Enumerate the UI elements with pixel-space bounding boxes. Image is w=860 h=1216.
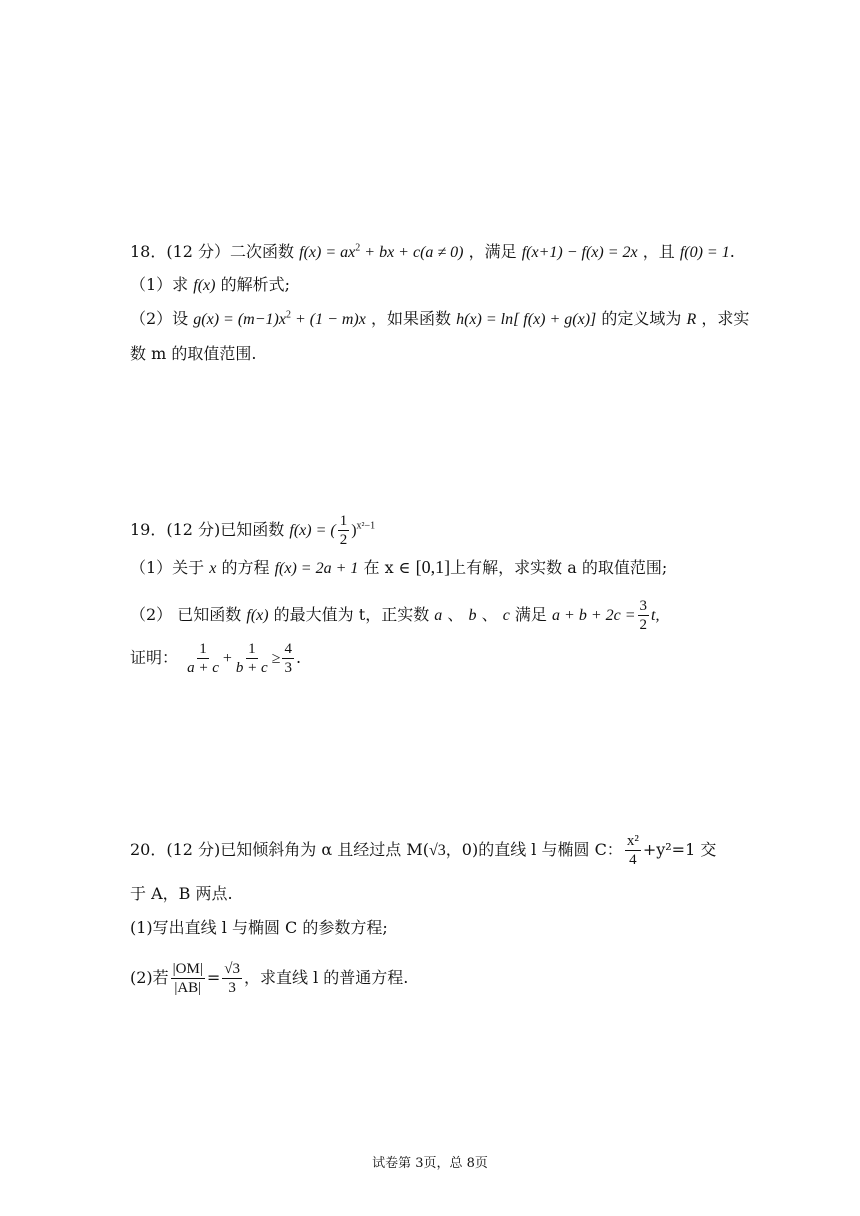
text: ，满足 [468, 242, 517, 261]
formula-fx: f(x) [246, 607, 269, 624]
text: （2） 已知函数 [130, 605, 242, 624]
numerator: √3 [224, 961, 240, 977]
var-a: a [434, 607, 443, 624]
problem-19-title: 19．(12 分)已知函数 [130, 520, 285, 539]
fraction-sqrt3-over-3 [222, 960, 242, 997]
formula-fx-rest: + bx + c(a ≠ 0) [360, 244, 464, 261]
text: ，且 [642, 242, 675, 261]
formula-t: t, [651, 607, 660, 624]
operator: = [206, 968, 221, 987]
text: . [729, 242, 735, 261]
problem-20-title: 20．(12 分)已知倾斜角为 α 且经过点 M( [130, 840, 429, 859]
formula-fx: f(x) [193, 277, 216, 294]
text: 证明： [130, 648, 179, 667]
numerator: 1 [339, 513, 348, 529]
text: （1）关于 [130, 558, 205, 577]
var-c: c [502, 607, 510, 624]
problem-18-title: 18．(12 分）二次函数 [130, 242, 295, 261]
fraction-x2-over-4 [625, 832, 641, 869]
text: 在 x ∈ [363, 558, 416, 577]
text: . [295, 648, 302, 667]
formula-hx: h(x) = ln[ f(x) + g(x)] [456, 311, 597, 328]
text: （2）设 [130, 309, 189, 328]
text: 数 m 的取值范围. [130, 344, 257, 363]
denominator: 3 [284, 660, 292, 676]
text: 满足 [514, 605, 547, 624]
formula-f0: f(0) = 1 [679, 244, 730, 261]
text: 的定义域为 [601, 309, 682, 328]
formula-condition: f(x+1) − f(x) = 2x [521, 244, 638, 261]
text: 的解析式; [220, 275, 290, 294]
numerator: |OM| [172, 961, 203, 977]
exponent: 2 [285, 309, 291, 321]
denominator: 2 [339, 532, 348, 548]
numerator: 4 [284, 641, 292, 657]
problem-18-line-2 [130, 274, 290, 297]
formula-gx: g(x) = (m−1)x [193, 311, 286, 328]
operator: + [222, 650, 232, 667]
numerator: x² [626, 833, 639, 849]
numerator: 1 [199, 641, 207, 657]
formula-sum: a + b + 2c = [552, 607, 636, 624]
text: ，如果函数 [370, 309, 451, 328]
problem-18-line-4 [130, 343, 256, 365]
text: （1）求 [130, 275, 189, 294]
formula-gx-rest: + (1 − m)x [290, 311, 366, 328]
numerator: 3 [639, 598, 648, 614]
text: (1)写出直线 l 与椭圆 C 的参数方程; [130, 918, 388, 937]
problem-18-line-3 [130, 308, 749, 331]
exponent: x²−1 [356, 520, 376, 532]
exponent: 2 [355, 242, 361, 254]
text: 、 [481, 605, 498, 624]
fraction-om-over-ab [171, 960, 205, 997]
problem-19-line-3 [130, 597, 659, 634]
text: (2)若 [130, 968, 169, 987]
problem-20-line-1 [130, 832, 716, 869]
problem-20-line-3 [130, 917, 388, 939]
text: ，求实 [701, 309, 750, 328]
denominator: |AB| [174, 980, 202, 996]
formula-x: x [209, 560, 217, 577]
fraction-one-half [338, 512, 350, 549]
problem-19-line-1 [130, 512, 375, 549]
text: 、 [447, 605, 464, 624]
denominator: a + c [187, 660, 219, 676]
problem-18-line-1 [130, 241, 735, 264]
formula-R: R [686, 311, 697, 328]
problem-20-line-4 [130, 960, 408, 997]
problem-19-line-4 [130, 640, 301, 677]
denominator: 2 [639, 617, 648, 633]
fraction-1-over-b-plus-c [234, 640, 270, 677]
denominator: 4 [629, 852, 637, 868]
fraction-four-thirds [282, 640, 294, 677]
denominator: b + c [235, 660, 268, 676]
fraction-1-over-a-plus-c [185, 640, 221, 677]
problem-19-line-2 [130, 556, 667, 580]
text: +y²=1 交 [642, 840, 717, 859]
formula-sqrt3: √3 [428, 842, 446, 859]
text: ，求直线 l 的普通方程. [244, 968, 409, 987]
text: 上有解，求实数 a 的取值范围; [450, 558, 668, 577]
text: 的最大值为 t，正实数 [273, 605, 430, 624]
formula-equation: f(x) = 2a + 1 [274, 560, 359, 577]
text: ，0)的直线 l 与椭圆 C： [445, 840, 623, 859]
problem-20-line-2 [130, 883, 233, 905]
numerator: 1 [248, 641, 256, 657]
page-footer: 试卷第 3页，总 8页 [372, 1156, 488, 1171]
formula-interval: [0,1] [415, 557, 451, 577]
text: ) [351, 522, 357, 539]
text: 于 A，B 两点. [130, 884, 233, 903]
operator: ≥ [271, 650, 281, 667]
fraction-three-halves [638, 597, 650, 634]
formula-fx: f(x) = ax [299, 244, 356, 261]
formula-fx: f(x) = ( [289, 522, 336, 539]
denominator: 3 [228, 980, 236, 996]
var-b: b [468, 607, 477, 624]
text: 的方程 [221, 558, 270, 577]
